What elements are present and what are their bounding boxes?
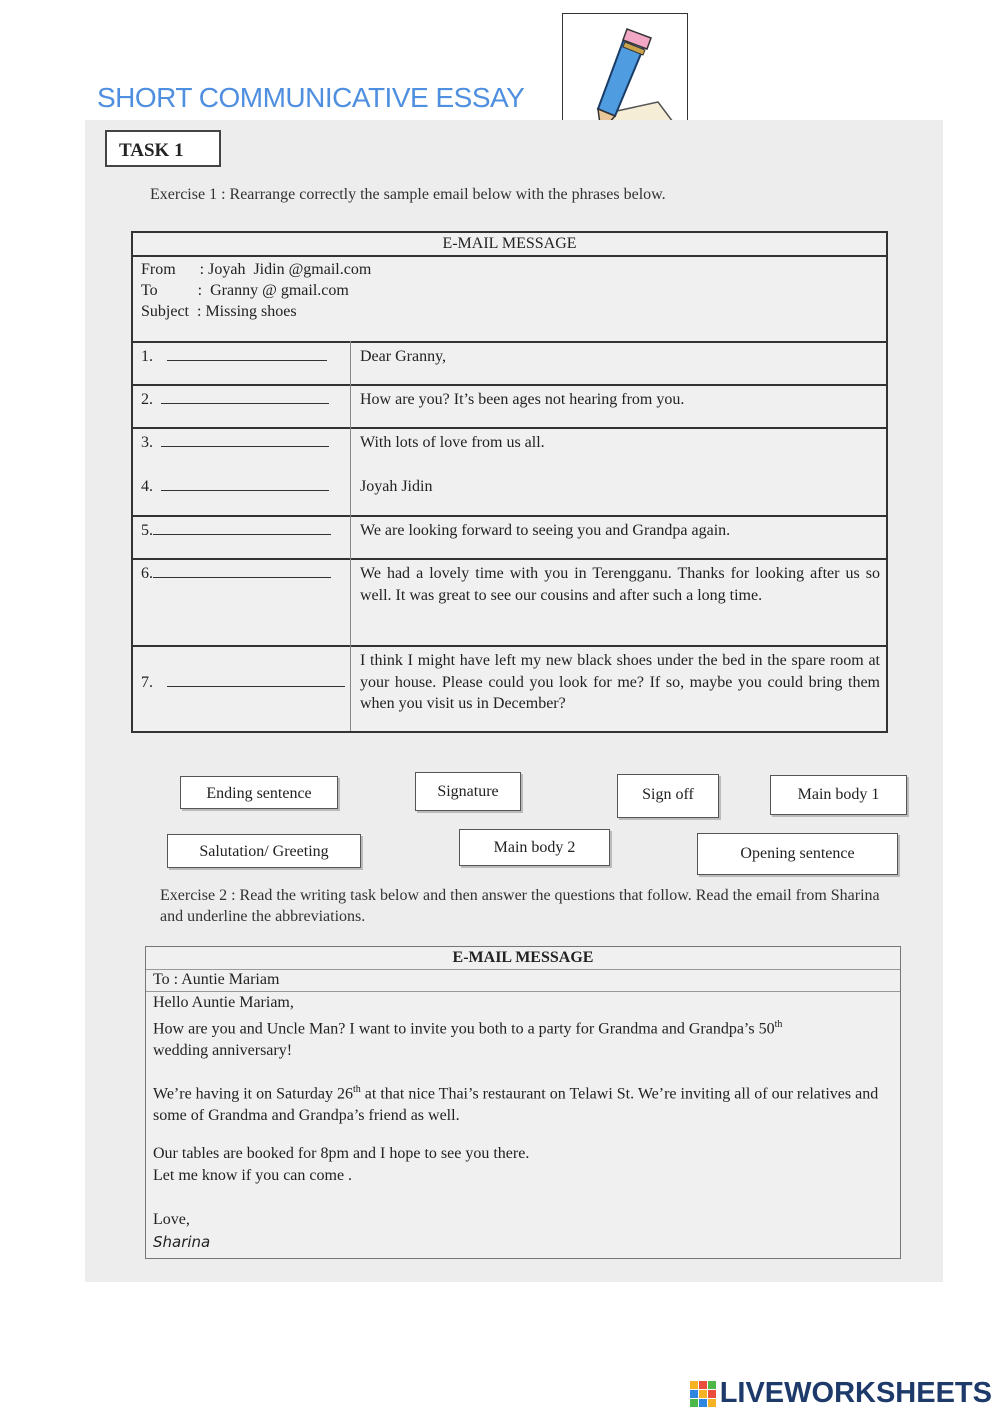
answer-blank[interactable] (153, 563, 331, 578)
row-number: 3. (141, 434, 153, 451)
answer-slot-7[interactable] (141, 672, 345, 694)
phrase-chip[interactable]: Sign off (617, 774, 719, 818)
answer-blank[interactable] (161, 389, 329, 404)
paragraph-3-line-2: Let me know if you can come . (153, 1167, 353, 1184)
phrase-chip[interactable]: Salutation/ Greeting (167, 834, 361, 868)
logo-grid-icon (690, 1381, 716, 1407)
paragraph-1-text: wedding anniversary! (153, 1041, 293, 1059)
paragraph-1-text: How are you and Uncle Man? I want to invite you both to a party for Grandma and Grandpa’s 50 (153, 1020, 775, 1038)
to-line: To : Granny @ gmail.com (141, 282, 349, 299)
liveworksheets-logo (690, 1377, 992, 1410)
answer-slot-6[interactable] (141, 563, 331, 585)
closing: Love, (153, 1211, 190, 1228)
answer-slot-1[interactable] (141, 346, 327, 368)
paragraph-2-text: at that nice Thai’s restaurant on Telawi St. We’re inviting all of our relatives and some of Grandma and Grandpa’s friend as well. (153, 1085, 879, 1124)
task-label: TASK 1 (105, 130, 221, 167)
answer-blank[interactable] (167, 346, 327, 361)
answer-blank[interactable] (161, 476, 329, 491)
row-number: 1. (141, 348, 153, 365)
email-header: E-MAIL MESSAGE (146, 947, 900, 970)
answer-blank[interactable] (167, 672, 345, 687)
superscript: th (774, 1019, 783, 1030)
row-number: 7. (141, 674, 153, 691)
phrase-chip[interactable]: Main body 2 (459, 829, 610, 866)
row-text: We are looking forward to seeing you and Grandpa again. (360, 522, 731, 539)
row-text: Dear Granny, (360, 348, 447, 365)
exercise1-instruction: Exercise 1 : Rearrange correctly the sample email below with the phrases below. (150, 186, 666, 203)
paragraph-2-text: We’re having it on Saturday 26 (153, 1085, 353, 1103)
brand-name: LIVEWORKSHEETS (719, 1377, 992, 1409)
paragraph-1 (153, 1014, 892, 1061)
phrase-chip[interactable]: Ending sentence (180, 776, 338, 809)
email-table-1 (131, 231, 888, 733)
row-number: 4. (141, 478, 153, 495)
row-text: With lots of love from us all. (360, 434, 545, 451)
paragraph-2 (153, 1079, 892, 1126)
row-text: How are you? It’s been ages not hearing from you. (360, 391, 685, 408)
row-number: 2. (141, 391, 153, 408)
answer-slot-4[interactable] (141, 476, 329, 498)
email-table-2 (145, 946, 901, 1259)
page-title: SHORT COMMUNICATIVE ESSAY (97, 82, 525, 113)
signature: Sharina (153, 1233, 211, 1251)
answer-slot-3[interactable] (141, 432, 329, 454)
subject-line: Subject : Missing shoes (141, 303, 297, 320)
exercise2-instruction: Exercise 2 : Read the writing task below and then answer the questions that follow. Read the email from Sharina and underline the abbreviations. (160, 887, 880, 925)
superscript: th (353, 1084, 361, 1095)
row-number: 5. (141, 522, 153, 539)
phrase-chip[interactable]: Signature (415, 772, 521, 811)
answer-slot-5[interactable] (141, 520, 331, 542)
row-text: Joyah Jidin (360, 478, 433, 495)
row-number: 6. (141, 565, 153, 582)
email-header: E-MAIL MESSAGE (133, 233, 886, 257)
row-text: I think I might have left my new black shoes under the bed in the spare room at your house. Please could you look for me? If so, maybe you could bring them when you visit us in December? (360, 652, 880, 712)
from-line: From : Joyah Jidin @gmail.com (141, 261, 372, 278)
phrase-chip[interactable]: Main body 1 (770, 775, 907, 815)
answer-blank[interactable] (161, 432, 329, 447)
to-line: To : Auntie Mariam (146, 969, 900, 992)
phrase-chip[interactable]: Opening sentence (697, 833, 898, 875)
answer-blank[interactable] (153, 520, 331, 535)
answer-slot-2[interactable] (141, 389, 329, 411)
paragraph-3-line-1: Our tables are booked for 8pm and I hope to see you there. (153, 1145, 530, 1162)
greeting: Hello Auntie Mariam, (153, 994, 294, 1011)
row-text: We had a lovely time with you in Terengganu. Thanks for looking after us so well. It was great to see our cousins and after such a long time. (360, 565, 880, 604)
